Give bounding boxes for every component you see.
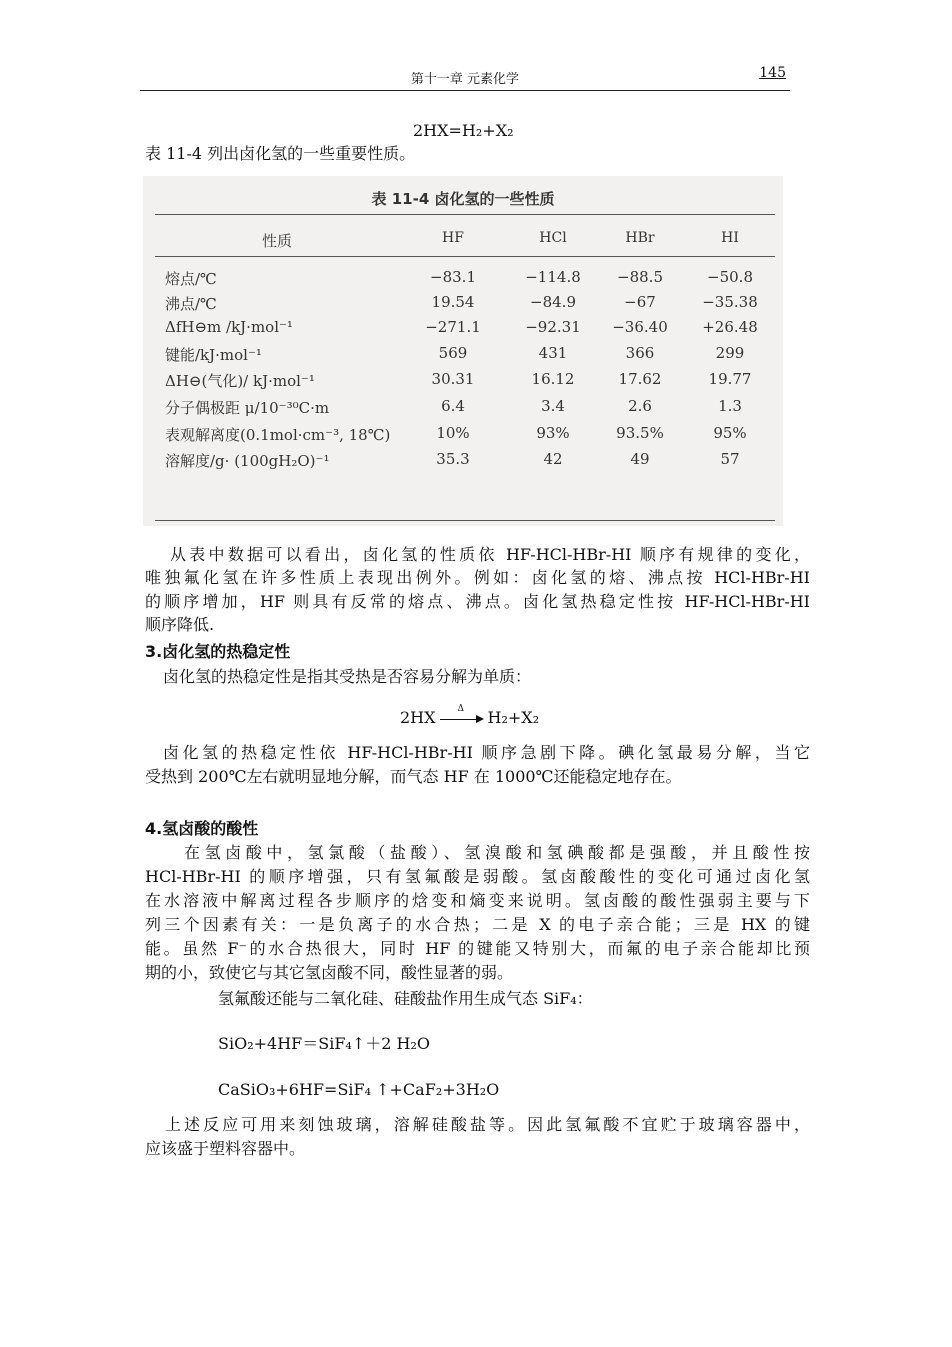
table-cell: −84.9 bbox=[530, 293, 576, 311]
section-4-paragraph-line-3: 在水溶液中解离过程各步顺序的焓变和熵变来说明。氢卤酸的酸性强弱主要与下 bbox=[145, 891, 810, 910]
section-3-heading: 3.卤化氢的热稳定性 bbox=[145, 642, 291, 661]
table-row-label: ΔfH⊖m /kJ·mol⁻¹ bbox=[165, 318, 293, 336]
column-header-hcl: HCl bbox=[539, 230, 567, 246]
table-cell: 93.5% bbox=[616, 424, 664, 442]
table-cell: 57 bbox=[720, 450, 740, 468]
column-header-hf: HF bbox=[442, 230, 464, 246]
section-4-paragraph-line-6: 期的小，致使它与其它氢卤酸不同，酸性显著的弱。 bbox=[145, 963, 514, 982]
section-3-intro: 卤化氢的热稳定性是指其受热是否容易分解为单质： bbox=[163, 667, 532, 686]
paragraph-1-line-3: 的顺序增加，HF 则具有反常的熔点、沸点。卤化氢热稳定性按 HF-HCl-HBr-HI bbox=[145, 592, 810, 611]
table-cell: 17.62 bbox=[618, 370, 662, 388]
table-row-label: 溶解度/g· (100gH₂O)⁻¹ bbox=[165, 452, 330, 470]
table-cell: −88.5 bbox=[617, 268, 663, 286]
sif4-intro: 氢氟酸还能与二氧化硅、硅酸盐作用生成气态 SiF₄： bbox=[218, 989, 593, 1008]
table-header-rule bbox=[155, 256, 775, 257]
section-4-paragraph-line-1: 在氢卤酸中，氢氯酸（盐酸）、氢溴酸和氢碘酸都是强酸，并且酸性按 bbox=[184, 843, 810, 862]
section-3-paragraph-line-1: 卤化氢的热稳定性依 HF-HCl-HBr-HI 顺序急剧下降。碘化氢最易分解，当它 bbox=[163, 743, 810, 762]
section-4-paragraph-line-4: 列三个因素有关：一是负离子的水合热；二是 X 的电子亲合能；三是 HX 的键 bbox=[145, 915, 810, 934]
column-header-hbr: HBr bbox=[625, 230, 655, 246]
table-cell: 10% bbox=[436, 424, 470, 442]
table-cell: 366 bbox=[625, 344, 655, 362]
table-cell: 42 bbox=[543, 450, 563, 468]
table-cell: 19.54 bbox=[431, 293, 475, 311]
table-cell: −83.1 bbox=[430, 268, 476, 286]
final-paragraph-line-1: 上述反应可用来刻蚀玻璃，溶解硅酸盐等。因此氢氟酸不宜贮于玻璃容器中， bbox=[165, 1115, 810, 1134]
table-row-label: 键能/kJ·mol⁻¹ bbox=[165, 346, 262, 364]
table-cell: 93% bbox=[536, 424, 570, 442]
table-cell: 569 bbox=[438, 344, 468, 362]
page-header bbox=[140, 64, 790, 91]
table-top-rule bbox=[155, 214, 775, 215]
table-row-label: 熔点/℃ bbox=[165, 270, 217, 288]
column-header-property: 性质 bbox=[261, 232, 293, 250]
table-cell: 299 bbox=[715, 344, 745, 362]
table-cell: +26.48 bbox=[702, 318, 758, 336]
paragraph-1-line-2: 唯独氟化氢在许多性质上表现出例外。例如：卤化氢的熔、沸点按 HCl-HBr-HI bbox=[145, 568, 810, 587]
table-cell: 2.6 bbox=[628, 397, 652, 415]
table-cell: 35.3 bbox=[436, 450, 470, 468]
table-cell: 6.4 bbox=[441, 397, 465, 415]
table-cell: −67 bbox=[624, 293, 656, 311]
table-cell: 431 bbox=[538, 344, 568, 362]
chapter-title: 第十一章 元素化学 bbox=[410, 72, 520, 87]
table-cell: −271.1 bbox=[425, 318, 481, 336]
final-paragraph-line-2: 应该盛于塑料容器中。 bbox=[145, 1139, 306, 1158]
table-cell: −92.31 bbox=[525, 318, 581, 336]
equation-sio2: SiO₂+4HF＝SiF₄↑＋2 H₂O bbox=[218, 1034, 431, 1053]
table-title: 表 11-4 卤化氢的一些性质 bbox=[371, 190, 555, 208]
properties-table bbox=[143, 176, 783, 526]
section-4-paragraph-line-5: 能。虽然 F⁻的水合热很大，同时 HF 的键能又特别大，而氟的电子亲合能却比预 bbox=[145, 939, 810, 958]
equation-products: H₂+X₂ bbox=[487, 708, 540, 727]
table-row-label: ΔH⊖(气化)/ kJ·mol⁻¹ bbox=[165, 372, 315, 390]
heat-arrow-icon bbox=[440, 703, 484, 725]
equation-casio3: CaSiO₃+6HF=SiF₄ ↑+CaF₂+3H₂O bbox=[218, 1080, 500, 1099]
table-cell: 19.77 bbox=[708, 370, 752, 388]
table-row-label: 表观解离度(0.1mol·cm⁻³, 18℃) bbox=[165, 426, 391, 444]
equation-decomposition: 2HX=H₂+X₂ bbox=[413, 121, 514, 140]
paragraph-1-line-4: 顺序降低. bbox=[145, 615, 215, 634]
paragraph-1-line-1: 从表中数据可以看出，卤化氢的性质依 HF-HCl-HBr-HI 顺序有规律的变化， bbox=[170, 545, 810, 564]
table-intro: 表 11-4 列出卤化氢的一些重要性质。 bbox=[145, 144, 416, 163]
column-header-hi: HI bbox=[721, 230, 739, 246]
thermal-decomposition-equation bbox=[400, 703, 540, 727]
page-number: 145 bbox=[759, 65, 786, 81]
equation-reactant: 2HX bbox=[400, 708, 436, 727]
table-cell: −36.40 bbox=[612, 318, 668, 336]
table-cell: 16.12 bbox=[531, 370, 575, 388]
table-cell: 30.31 bbox=[431, 370, 475, 388]
table-bottom-rule bbox=[155, 520, 775, 521]
section-4-paragraph-line-2: HCl-HBr-HI 的顺序增强，只有氢氟酸是弱酸。氢卤酸酸性的变化可通过卤化氢 bbox=[145, 867, 810, 886]
table-cell: 95% bbox=[713, 424, 747, 442]
table-cell: 1.3 bbox=[718, 397, 742, 415]
table-row-label: 沸点/℃ bbox=[165, 295, 217, 313]
section-3-paragraph-line-2: 受热到 200℃左右就明显地分解，而气态 HF 在 1000℃还能稳定地存在。 bbox=[145, 767, 682, 786]
table-cell: −50.8 bbox=[707, 268, 753, 286]
table-cell: 49 bbox=[630, 450, 650, 468]
heat-delta-symbol: Δ bbox=[457, 703, 465, 714]
table-cell: −114.8 bbox=[525, 268, 581, 286]
section-4-heading: 4.氢卤酸的酸性 bbox=[145, 819, 259, 838]
table-cell: −35.38 bbox=[702, 293, 758, 311]
table-row-label: 分子偶极距 μ/10⁻³⁰C·m bbox=[165, 399, 330, 417]
table-cell: 3.4 bbox=[541, 397, 565, 415]
